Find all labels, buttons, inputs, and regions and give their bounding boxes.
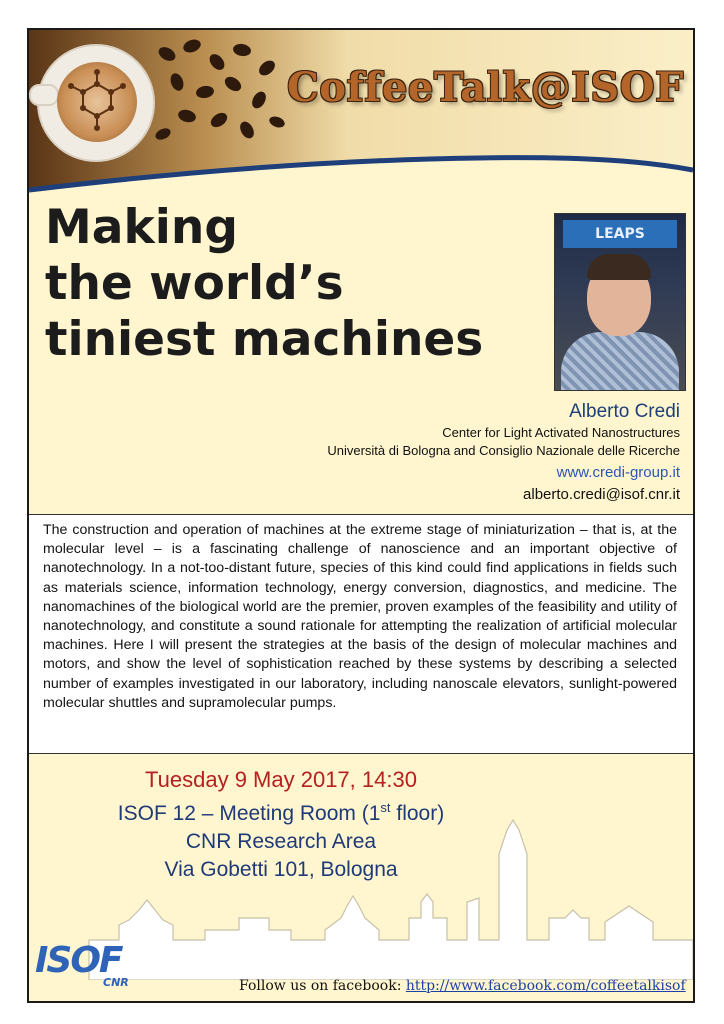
title-line: Making <box>45 200 238 255</box>
follow-label: Follow us on facebook: <box>239 978 406 994</box>
cnr-logo-text: CNR <box>103 976 129 989</box>
event-series-brand: CoffeeTalk@ISOF <box>287 64 684 111</box>
speaker-website-link[interactable]: www.credi-group.it <box>556 464 680 481</box>
facebook-link[interactable]: http://www.facebook.com/coffeetalkisof <box>405 978 686 994</box>
molecule-latte-art-icon <box>57 62 137 142</box>
event-date: Tuesday 9 May 2017, 14:30 <box>145 767 417 792</box>
event-address: Via Gobetti 101, Bologna <box>164 858 398 881</box>
speaker-affiliation: Center for Light Activated Nanostructures <box>442 425 680 440</box>
isof-logo: ISOF <box>35 940 122 981</box>
title-line: tiniest machines <box>45 312 484 367</box>
coffee-cup-icon <box>37 44 155 162</box>
speaker-affiliation: Università di Bologna and Consiglio Nazionale delle Ricerche <box>327 443 680 458</box>
speaker-photo <box>554 213 686 391</box>
talk-title <box>45 200 545 368</box>
event-area: CNR Research Area <box>185 830 377 853</box>
poster-frame <box>27 28 695 1003</box>
photo-magazine-cover: LEAPS <box>563 220 677 248</box>
speaker-email[interactable]: alberto.credi@isof.cnr.it <box>523 486 680 503</box>
event-details <box>29 766 693 884</box>
event-room: ISOF 12 – Meeting Room (1st floor) <box>117 800 445 825</box>
coffee-beans-icon <box>147 34 287 152</box>
speaker-info <box>327 400 680 506</box>
abstract-text: The construction and operation of machines at the extreme stage of miniaturization – that is, at the molecular level – is a fascinating challenge of nanoscience and an important objective of nanotechnology. In a not-too-distant future, species of this kind could find applications in fields such as materials science, information technology, energy conversion, diagnostics, and medicine. The nanomachines of the biological world are the premier, proven examples of the feasibility and utility of nanotechnology, and constitute a sound rationale for attempting the realization of artificial molecular machines. Here I will present the strategies at the basis of the design of molecular machines and motors, and show the level of sophistication reached by these systems by describing a selected number of examples investigated in our laboratory, including nanoscale elevators, sunlight-powered molecular shuttles and supramolecular pumps. <box>29 514 693 754</box>
facebook-follow <box>239 978 686 994</box>
speaker-name: Alberto Credi <box>569 401 680 422</box>
title-line: the world’s <box>45 256 344 311</box>
